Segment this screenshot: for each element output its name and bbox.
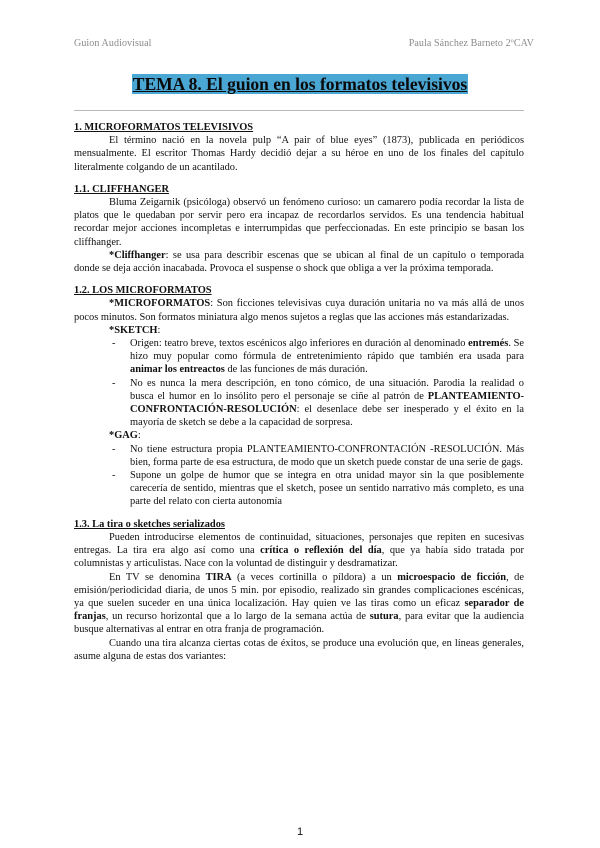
- microformatos-term: *MICROFORMATOS: [109, 298, 211, 310]
- document-body: [74, 121, 524, 663]
- page-title-text: TEMA 8. El guion en los formatos televisivos: [132, 74, 468, 94]
- sketch-list: [74, 337, 524, 429]
- section-1-3-heading: 1.3. La tira o sketches serializados: [74, 518, 225, 530]
- cliffhanger-term: *Cliffhanger: [109, 249, 166, 261]
- sketch-label: *SKETCH:: [109, 324, 161, 336]
- section-1-3-paragraph-3: Cuando una tira alcanza ciertas cotas de éxitos, se produce una evolución que, en líneas generales, asume alguna de estas dos variantes:: [74, 637, 524, 662]
- list-item: - No tiene estructura propia PLANTEAMIENTO-CONFRONTACIÓN -RESOLUCIÓN. Más bien, forma parte de esa estructura, de modo que un sketch puede constar de una serie de gags.: [112, 443, 524, 468]
- page-number: 1: [296, 826, 304, 838]
- section-1-paragraph: El término nació en la novela pulp “A pair of blue eyes” (1873), publicada en periódicos mensualmente. El escritor Thomas Hardy decidió dejar a su héroe en uno de los finales del capítulo literalmente colgando de un acantilado.: [74, 135, 524, 173]
- section-1-3-paragraph-1: Pueden introducirse elementos de continuidad, situaciones, personajes que repiten en sucesivas entregas. La tira era algo así como una crítica o reflexión del día, que ya había sido tratada por columnistas y articulistas. Nace con la voluntad de distinguir y desdramatizar.: [74, 531, 524, 570]
- list-item: - Origen: teatro breve, textos escénicos algo inferiores en duración al denominado entremés. Se hizo muy popular como fórmula de entretenimiento rápido que también era usada para animar los entreactos de las funciones de más duración.: [112, 338, 524, 376]
- section-1-2-paragraph-1: *MICROFORMATOS: Son ficciones televisivas cuya duración unitaria no va más allá de unos pocos minutos. Son formatos miniatura algo menos sujetos a reglas que las acciones más estandarizadas.: [74, 298, 524, 323]
- header-left: Guion Audiovisual: [74, 38, 152, 49]
- divider: [74, 110, 524, 111]
- gag-list: [74, 443, 524, 509]
- section-1-heading: 1. MICROFORMATOS TELEVISIVOS: [74, 122, 254, 133]
- section-1-1-paragraph-1: Bluma Zeigarnik (psicóloga) observó un fenómeno curioso: un camarero podía recordar la lista de platos que le quedaban por servir pero era incapaz de recordarlos servidos. Es una tendencia habitual recordar mejor acciones incompletas e interrumpidas que perfeccionadas. En este principio se basan los cliffhanger.: [74, 197, 524, 248]
- header-right: Paula Sánchez Barneto 2ºCAV: [408, 38, 534, 49]
- section-1-1-paragraph-2: *Cliffhanger: se usa para describir escenas que se ubican al final de un capítulo o temporada donde se deja acción inacabada. Provoca el suspense o shock que obliga a ver la próxima temporada.: [74, 249, 524, 275]
- list-item: - Supone un golpe de humor que se integra en otra unidad mayor sin la que posiblemente carecería de sentido, mientras que el sketch, posee un sentido narrativo más completo, es una parte del relato con cierta autonomía: [112, 470, 524, 508]
- section-1-2-heading: 1.2. LOS MICROFORMATOS: [74, 285, 212, 297]
- page-title: [0, 74, 600, 95]
- list-item: - No es nunca la mera descripción, en tono cómico, de una situación. Parodia la realidad o busca el humor en lo insólito pero el personaje se ciñe al patrón de PLANTEAMIENTO-CONFRONTACIÓN-RESOLUCIÓN: el desenlace debe ser inesperado y el éxito en la mayoría de sketch se debe a la capacidad de sorpresa.: [112, 377, 524, 429]
- section-1-1-heading: 1.1. CLIFFHANGER: [74, 183, 169, 195]
- section-1-3-paragraph-2: En TV se denomina TIRA (a veces cortinilla o píldora) a un microespacio de ficción, de emisión/periodicidad diaria, de unos 5 min. por episodio, realizado sin grandes complicaciones escénicas, ya que suelen suceder en una única localización. Hay quien ve las tiras como un eficaz separador de franjas, un recurso horizontal que a lo largo de la semana actúa de sutura, para evitar que la audiencia busque alternativas al entrar en otra franja de programación.: [74, 571, 524, 636]
- gag-label: *GAG:: [109, 430, 141, 442]
